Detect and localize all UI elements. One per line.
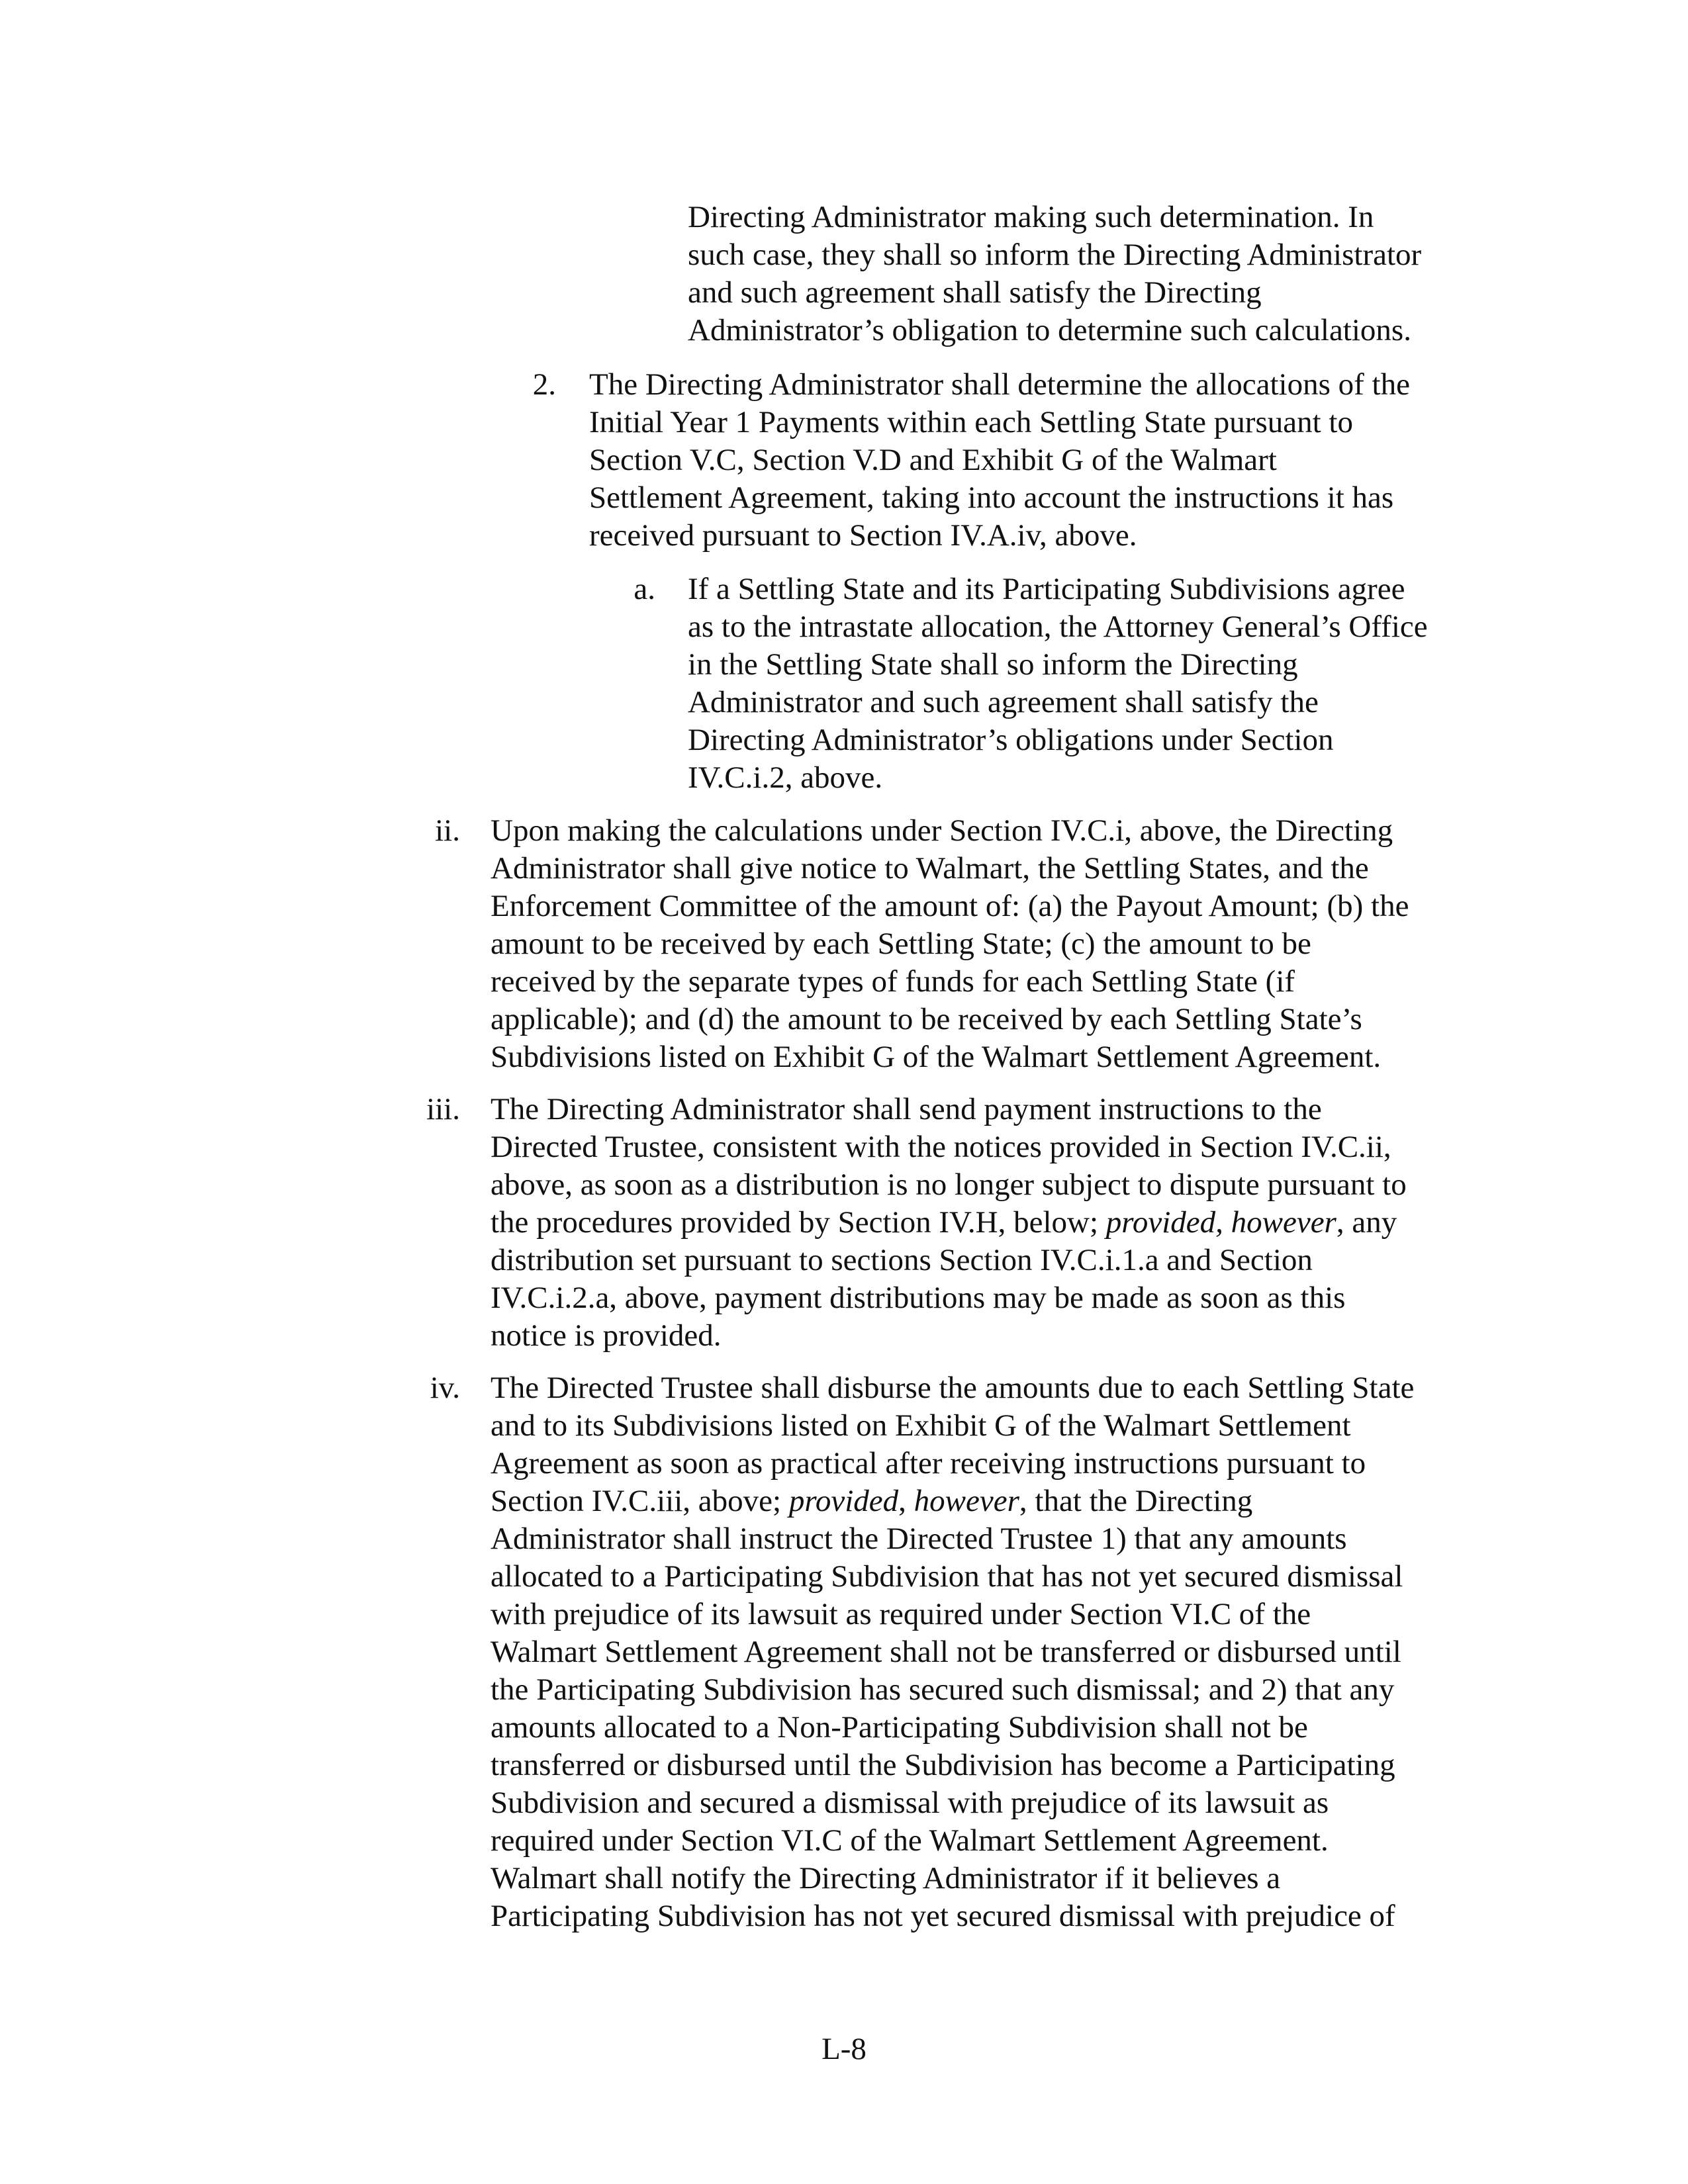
text-line: Settlement Agreement, taking into account the instructions it has <box>589 480 1394 515</box>
text-line: Subdivision and secured a dismissal with prejudice of its lawsuit as <box>491 1786 1329 1820</box>
text-line: Administrator and such agreement shall satisfy the <box>688 685 1319 719</box>
continuation-paragraph <box>688 199 1421 349</box>
text-line: Section V.C, Section V.D and Exhibit G of the Walmart <box>589 443 1277 477</box>
list-marker: ii. <box>435 813 460 848</box>
emphasis-text: provided <box>788 1484 899 1518</box>
text-line: received pursuant to Section IV.A.iv, above. <box>589 518 1137 553</box>
text-line: Administrator’s obligation to determine such calculations. <box>688 313 1411 347</box>
text-line: The Directing Administrator shall determine the allocations of the <box>589 367 1410 402</box>
text-line: with prejudice of its lawsuit as required under Section VI.C of the <box>491 1597 1311 1631</box>
text-line: If a Settling State and its Participating Subdivisions agree <box>688 572 1405 606</box>
list-marker: iii. <box>426 1092 460 1126</box>
text-line: Directing Administrator’s obligations under Section <box>688 723 1334 757</box>
list-item-text <box>688 570 1428 797</box>
text-line: applicable); and (d) the amount to be received by each Settling State’s <box>491 1002 1362 1036</box>
list-marker: a. <box>633 572 655 606</box>
text-line: Upon making the calculations under Section IV.C.i, above, the Directing <box>491 813 1393 848</box>
emphasis-text: however <box>914 1484 1019 1518</box>
text-line: Enforcement Committee of the amount of: (a) the Payout Amount; (b) the <box>491 889 1409 923</box>
text-line: Administrator shall instruct the Directed Trustee 1) that any amounts <box>491 1522 1347 1556</box>
emphasis-text: provided, however <box>1105 1205 1336 1240</box>
text-line: amount to be received by each Settling State; (c) the amount to be <box>491 927 1311 961</box>
list-item-text <box>589 366 1410 555</box>
text-run: , any <box>1336 1205 1397 1240</box>
text-line: and to its Subdivisions listed on Exhibit G of the Walmart Settlement <box>491 1408 1351 1443</box>
text-line <box>491 1204 1407 1242</box>
text-line <box>491 1482 1414 1520</box>
list-item-text <box>491 812 1409 1076</box>
text-line: Administrator shall give notice to Walmart, the Settling States, and the <box>491 851 1369 886</box>
text-line: Directing Administrator making such determination. In <box>688 200 1374 234</box>
text-line: Initial Year 1 Payments within each Settling State pursuant to <box>589 405 1353 439</box>
list-marker: 2. <box>532 367 556 402</box>
text-line: amounts allocated to a Non-Participating Subdivision shall not be <box>491 1710 1308 1745</box>
text-line: above, as soon as a distribution is no longer subject to dispute pursuant to <box>491 1167 1407 1202</box>
text-line: received by the separate types of funds for each Settling State (if <box>491 964 1295 999</box>
list-item-text <box>491 1369 1414 1935</box>
text-line: notice is provided. <box>491 1318 722 1353</box>
text-line: Subdivisions listed on Exhibit G of the Walmart Settlement Agreement. <box>491 1040 1382 1074</box>
text-run: , <box>898 1484 914 1518</box>
text-line: allocated to a Participating Subdivision that has not yet secured dismissal <box>491 1559 1403 1594</box>
text-line: transferred or disbursed until the Subdivision has become a Participating <box>491 1748 1395 1782</box>
text-run: the procedures provided by Section IV.H, below; <box>491 1205 1106 1240</box>
text-line: IV.C.i.2, above. <box>688 760 883 795</box>
text-line: The Directed Trustee shall disburse the amounts due to each Settling State <box>491 1371 1415 1405</box>
page-number: L-8 <box>821 2032 867 2066</box>
text-line: The Directing Administrator shall send payment instructions to the <box>491 1092 1322 1126</box>
text-line: as to the intrastate allocation, the Attorney General’s Office <box>688 610 1428 644</box>
text-run: Section IV.C.iii, above; <box>491 1484 789 1518</box>
list-marker: iv. <box>430 1371 460 1405</box>
text-line: Agreement as soon as practical after receiving instructions pursuant to <box>491 1446 1366 1480</box>
text-line: IV.C.i.2.a, above, payment distributions may be made as soon as this <box>491 1281 1346 1315</box>
text-line: Walmart shall notify the Directing Administrator if it believes a <box>491 1861 1281 1895</box>
text-run: , that the Directing <box>1019 1484 1253 1518</box>
text-line: Participating Subdivision has not yet secured dismissal with prejudice of <box>491 1899 1395 1933</box>
list-item-text <box>491 1091 1407 1355</box>
text-line: such case, they shall so inform the Directing Administrator <box>688 238 1422 272</box>
text-line: Walmart Settlement Agreement shall not be transferred or disbursed until <box>491 1635 1401 1669</box>
text-line: Directed Trustee, consistent with the notices provided in Section IV.C.ii, <box>491 1130 1391 1164</box>
text-line: distribution set pursuant to sections Section IV.C.i.1.a and Section <box>491 1243 1313 1277</box>
text-line: required under Section VI.C of the Walmart Settlement Agreement. <box>491 1823 1329 1858</box>
text-line: in the Settling State shall so inform the Directing <box>688 647 1298 682</box>
text-line: and such agreement shall satisfy the Directing <box>688 275 1262 310</box>
text-line: the Participating Subdivision has secured such dismissal; and 2) that any <box>491 1672 1395 1707</box>
